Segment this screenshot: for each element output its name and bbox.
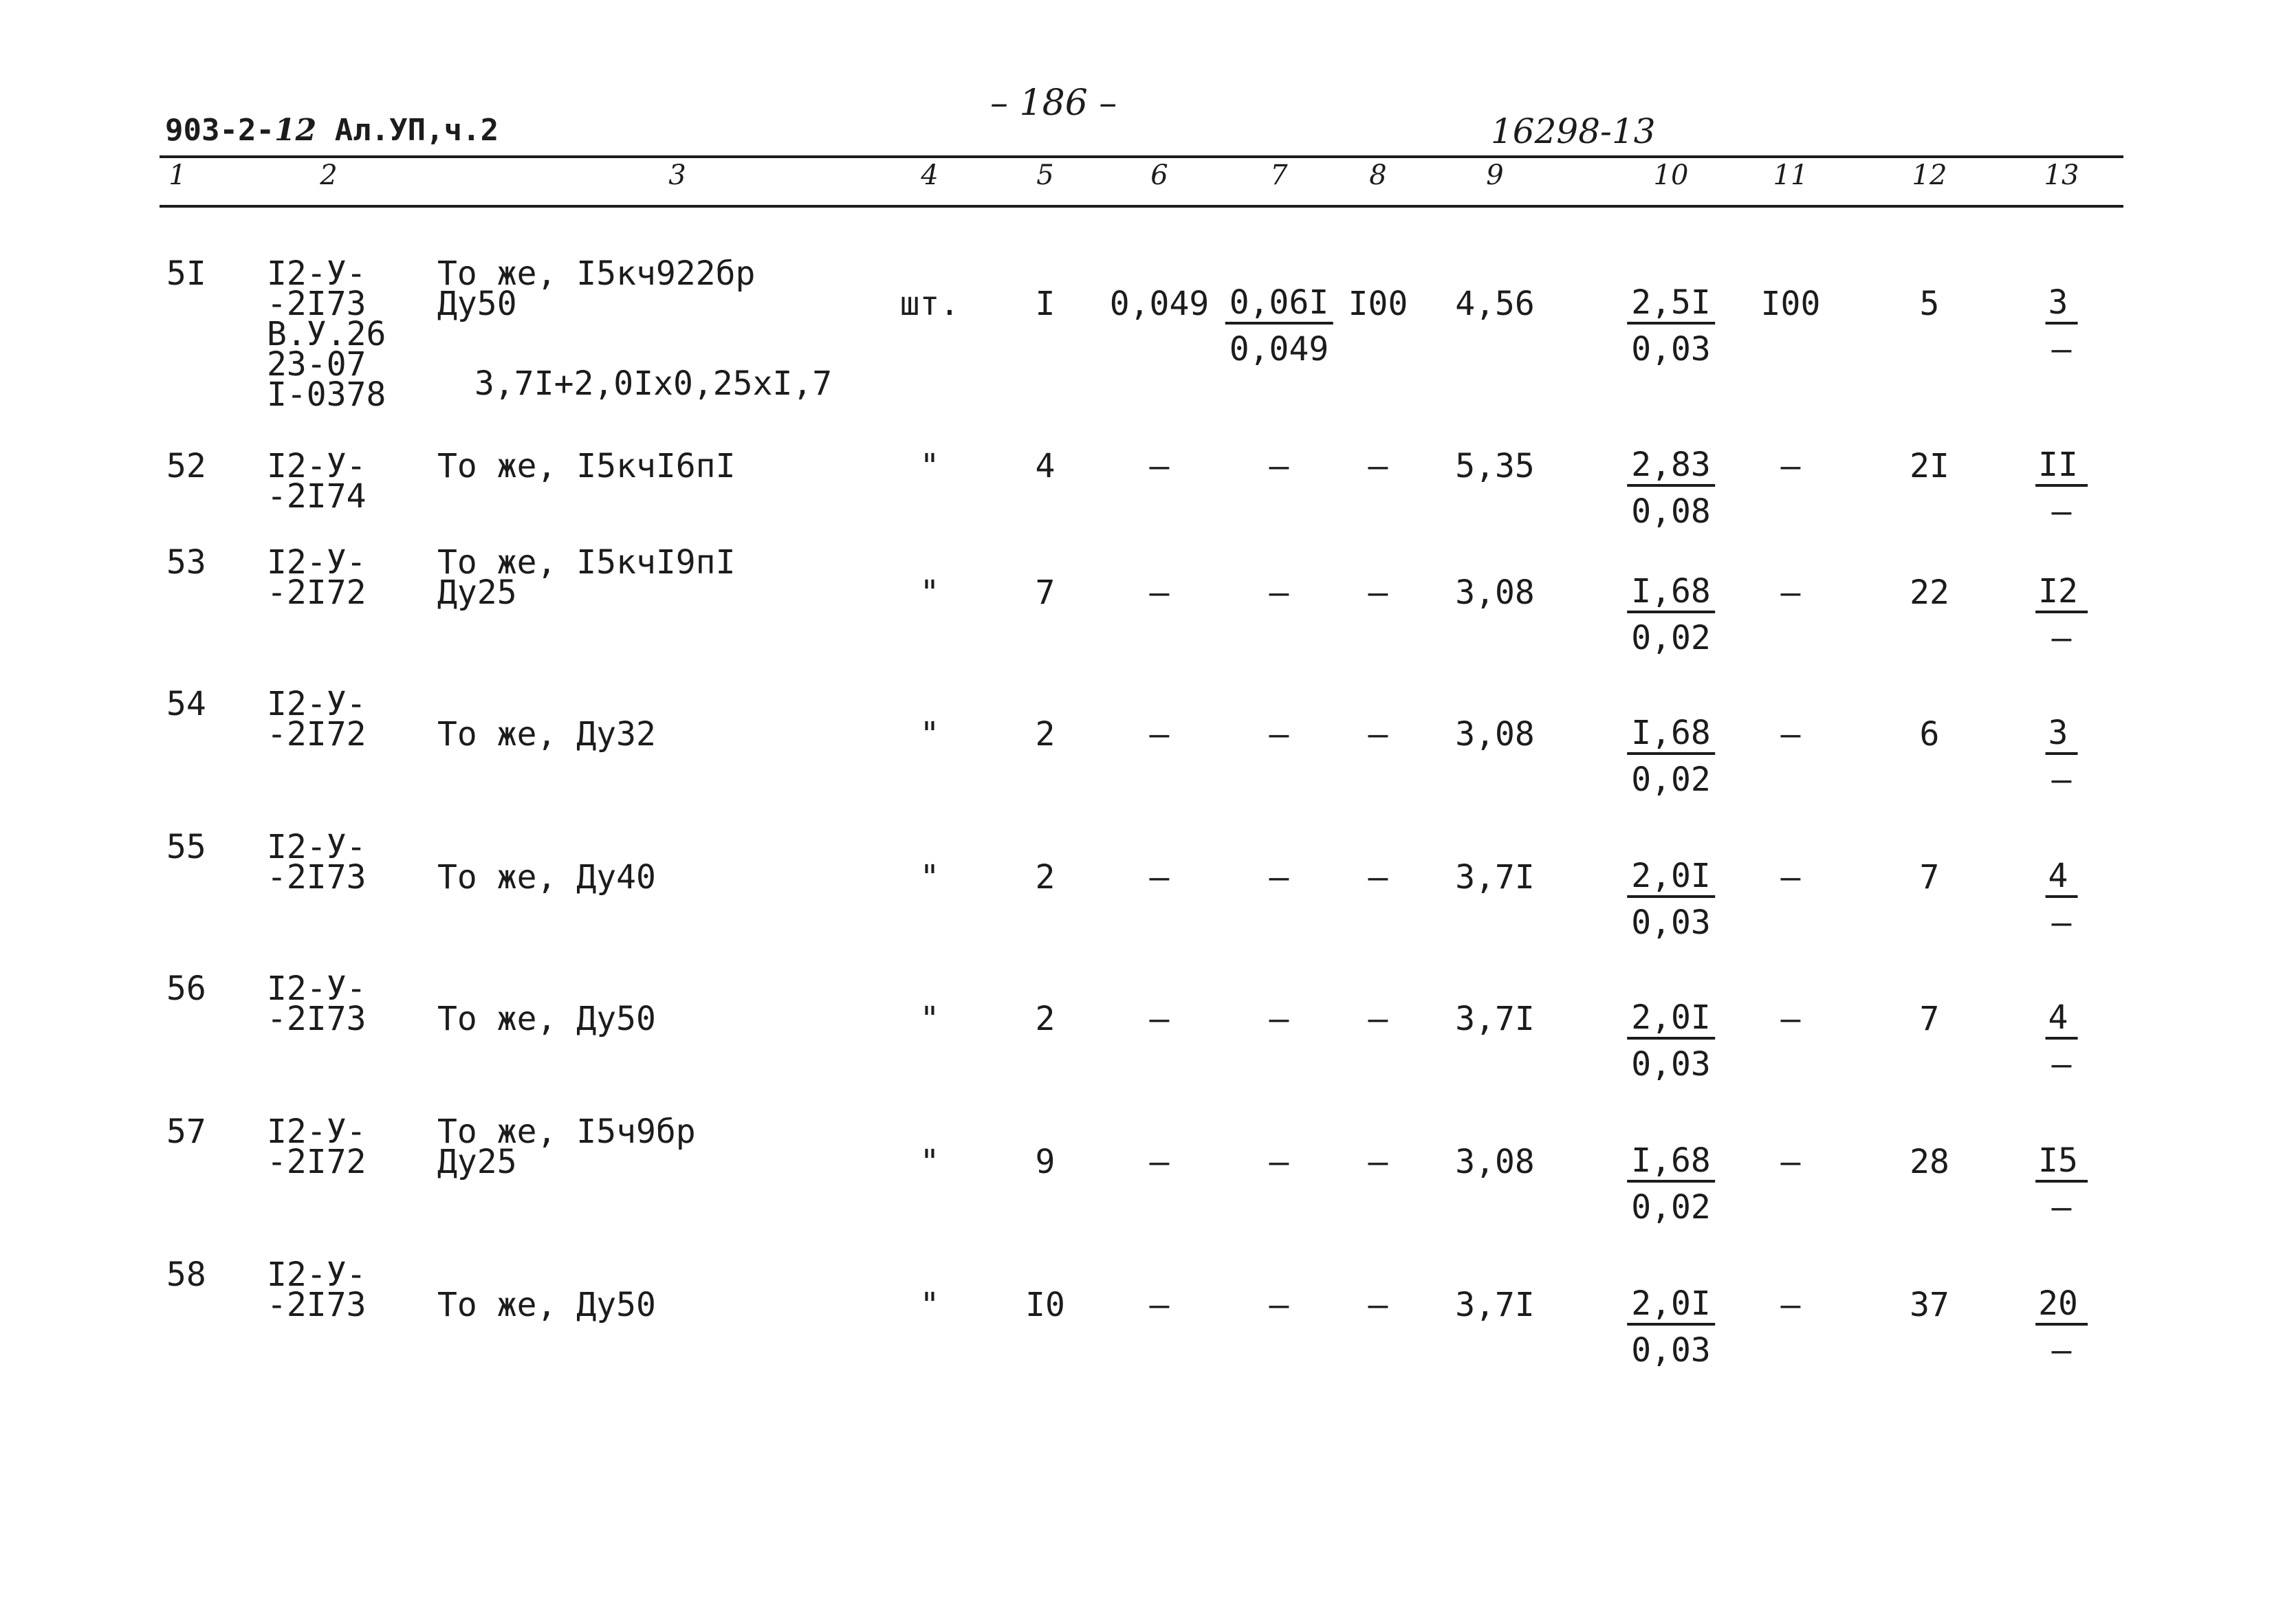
col9-cell: 4,56 bbox=[1455, 285, 1535, 323]
col13-fraction bbox=[2046, 857, 2078, 943]
col8-cell: – bbox=[1368, 715, 1388, 754]
column-header-6: 6 bbox=[1150, 160, 1168, 191]
col12-cell: 6 bbox=[1919, 715, 1940, 754]
item-code-line: -2I73 bbox=[267, 1000, 367, 1038]
col7-denominator: 0,049 bbox=[1229, 330, 1329, 369]
col9-cell: 3,08 bbox=[1455, 1143, 1535, 1181]
row-number: 52 bbox=[166, 447, 206, 485]
col10-fraction bbox=[1627, 446, 1715, 532]
column-header-13: 13 bbox=[2044, 160, 2079, 191]
item-code-line: I2-У- bbox=[267, 1112, 367, 1151]
col10-numerator: 2,0I bbox=[1627, 1284, 1715, 1326]
col13-fraction bbox=[2046, 998, 2078, 1085]
column-header-10: 10 bbox=[1653, 160, 1689, 191]
col9-cell: 3,7I bbox=[1455, 1000, 1535, 1038]
col10-denominator: 0,03 bbox=[1631, 903, 1711, 942]
col8-cell: – bbox=[1368, 1000, 1388, 1038]
col13-fraction bbox=[2035, 572, 2088, 659]
item-code-line: -2I72 bbox=[267, 573, 367, 612]
col13-denominator: – bbox=[2051, 619, 2072, 657]
item-code-line: I2-У- bbox=[267, 969, 367, 1008]
column-header-3: 3 bbox=[668, 160, 686, 191]
doc-code bbox=[165, 113, 499, 148]
unit-cell: " bbox=[919, 1143, 940, 1181]
col13-numerator: II bbox=[2035, 446, 2088, 487]
item-code-line: -2I73 bbox=[267, 285, 367, 323]
item-code-line: I2-У- bbox=[267, 543, 367, 582]
quantity-cell: 2 bbox=[1035, 1000, 1056, 1038]
col13-numerator: 3 bbox=[2046, 283, 2078, 325]
column-header-4: 4 bbox=[921, 160, 939, 191]
item-description-line: То же, I5кч922бр bbox=[437, 254, 756, 293]
item-description-line: Ду25 bbox=[437, 573, 517, 612]
col10-denominator: 0,03 bbox=[1631, 1045, 1711, 1084]
header-bottom-rule bbox=[160, 205, 2123, 208]
col9-cell: 3,7I bbox=[1455, 858, 1535, 897]
quantity-cell: 2 bbox=[1035, 715, 1056, 754]
item-description bbox=[437, 1286, 656, 1324]
col13-numerator: I2 bbox=[2035, 572, 2088, 613]
col7-numerator: 0,06I bbox=[1225, 283, 1333, 325]
quantity-cell: I0 bbox=[1025, 1286, 1065, 1324]
unit-cell: шт. bbox=[899, 285, 960, 323]
item-description-line: То же, Ду32 bbox=[437, 715, 656, 754]
col13-numerator: 3 bbox=[2046, 714, 2078, 755]
col10-fraction bbox=[1627, 857, 1715, 943]
col7-cell: – bbox=[1269, 447, 1289, 485]
col12-cell: 37 bbox=[1910, 1286, 1949, 1324]
col6-cell: – bbox=[1149, 858, 1170, 897]
quantity-cell: 2 bbox=[1035, 858, 1056, 897]
col6-cell: – bbox=[1149, 1286, 1170, 1324]
item-code bbox=[267, 1255, 367, 1324]
col13-denominator: – bbox=[2051, 330, 2072, 369]
item-code-line: I2-У- bbox=[267, 828, 367, 866]
col9-cell: 3,7I bbox=[1455, 1286, 1535, 1324]
column-header-5: 5 bbox=[1036, 160, 1054, 191]
column-header-8: 8 bbox=[1369, 160, 1387, 191]
item-description-line: То же, Ду50 bbox=[437, 1000, 656, 1038]
col7-cell: – bbox=[1269, 858, 1289, 897]
col11-cell: – bbox=[1780, 1286, 1801, 1324]
quantity-cell: 9 bbox=[1035, 1143, 1056, 1181]
col10-numerator: I,68 bbox=[1627, 572, 1715, 613]
col8-cell: – bbox=[1368, 573, 1388, 612]
column-header-12: 12 bbox=[1912, 160, 1947, 191]
col11-cell: – bbox=[1780, 858, 1801, 897]
col10-denominator: 0,03 bbox=[1631, 1331, 1711, 1370]
doc-code-prefix: 903-2- bbox=[165, 113, 274, 148]
col13-denominator: – bbox=[2051, 1331, 2072, 1370]
unit-cell: " bbox=[919, 858, 940, 897]
item-code-line: I2-У- bbox=[267, 447, 367, 485]
col10-fraction bbox=[1627, 572, 1715, 659]
col7-cell: – bbox=[1269, 573, 1289, 612]
item-description bbox=[437, 254, 756, 323]
item-description bbox=[437, 858, 656, 897]
col12-cell: 5 bbox=[1919, 285, 1940, 323]
sheet-code: 16298-13 bbox=[1491, 111, 1656, 151]
item-description-line: То же, I5кчI6пI bbox=[437, 447, 736, 485]
col12-cell: 22 bbox=[1910, 573, 1949, 612]
col13-fraction bbox=[2046, 714, 2078, 800]
col8-cell: – bbox=[1368, 1143, 1388, 1181]
item-code-line: -2I73 bbox=[267, 1286, 367, 1324]
col10-numerator: I,68 bbox=[1627, 1141, 1715, 1183]
col6-cell: – bbox=[1149, 573, 1170, 612]
col12-cell: 2I bbox=[1910, 447, 1949, 485]
row-number: 57 bbox=[166, 1112, 206, 1151]
column-header-7: 7 bbox=[1270, 160, 1288, 191]
item-code-line: I2-У- bbox=[267, 254, 367, 293]
col11-cell: – bbox=[1780, 715, 1801, 754]
item-description bbox=[437, 447, 736, 485]
col10-numerator: 2,5I bbox=[1627, 283, 1715, 325]
col13-denominator: – bbox=[2051, 903, 2072, 942]
col7-fraction bbox=[1225, 283, 1333, 370]
quantity-cell: I bbox=[1035, 285, 1056, 323]
col10-numerator: 2,0I bbox=[1627, 857, 1715, 898]
col8-cell: – bbox=[1368, 1286, 1388, 1324]
col10-fraction bbox=[1627, 1141, 1715, 1228]
col6-cell: 0,049 bbox=[1109, 285, 1210, 323]
col6-cell: – bbox=[1149, 1000, 1170, 1038]
col11-cell: I00 bbox=[1760, 285, 1821, 323]
col12-cell: 7 bbox=[1919, 858, 1940, 897]
col13-numerator: I5 bbox=[2035, 1141, 2088, 1183]
item-description-line: То же, I5ч9бр bbox=[437, 1112, 696, 1151]
row-number: 54 bbox=[166, 685, 206, 723]
col6-cell: – bbox=[1149, 1143, 1170, 1181]
item-description-line: То же, Ду50 bbox=[437, 1286, 656, 1324]
item-description bbox=[437, 1112, 696, 1181]
calc-note: 3,7I+2,0Ix0,25xI,7 bbox=[474, 364, 833, 403]
row-number: 58 bbox=[166, 1255, 206, 1294]
col9-cell: 5,35 bbox=[1455, 447, 1535, 485]
row-number: 5I bbox=[166, 254, 206, 293]
col10-fraction bbox=[1627, 283, 1715, 370]
col10-fraction bbox=[1627, 714, 1715, 800]
item-code bbox=[267, 447, 367, 516]
col8-cell: – bbox=[1368, 447, 1388, 485]
item-code-line: I2-У- bbox=[267, 685, 367, 723]
column-header-2: 2 bbox=[320, 160, 338, 191]
header-top-rule bbox=[160, 155, 2123, 158]
unit-cell: " bbox=[919, 573, 940, 612]
item-description-line: Ду50 bbox=[437, 285, 517, 323]
col7-cell: – bbox=[1269, 1143, 1289, 1181]
col12-cell: 28 bbox=[1910, 1143, 1949, 1181]
unit-cell: " bbox=[919, 715, 940, 754]
col13-denominator: – bbox=[2051, 1045, 2072, 1084]
page-number: – 186 – bbox=[990, 83, 1117, 124]
item-description-line: То же, Ду40 bbox=[437, 858, 656, 897]
col10-denominator: 0,02 bbox=[1631, 760, 1711, 799]
item-description bbox=[437, 715, 656, 754]
col13-fraction bbox=[2046, 283, 2078, 370]
col9-cell: 3,08 bbox=[1455, 715, 1535, 754]
col6-cell: – bbox=[1149, 447, 1170, 485]
col13-fraction bbox=[2035, 1141, 2088, 1228]
item-code bbox=[267, 254, 386, 414]
col11-cell: – bbox=[1780, 1000, 1801, 1038]
item-code bbox=[267, 685, 367, 754]
item-description-line: То же, I5кчI9пI bbox=[437, 543, 736, 582]
item-code-line: I-0378 bbox=[267, 375, 386, 414]
row-number: 56 bbox=[166, 969, 206, 1008]
col13-numerator: 4 bbox=[2046, 857, 2078, 898]
item-description bbox=[437, 1000, 656, 1038]
row-number: 53 bbox=[166, 543, 206, 582]
col10-denominator: 0,02 bbox=[1631, 619, 1711, 657]
col7-cell: – bbox=[1269, 1000, 1289, 1038]
column-header-1: 1 bbox=[168, 160, 186, 191]
col13-denominator: – bbox=[2051, 492, 2072, 531]
col7-cell: – bbox=[1269, 1286, 1289, 1324]
doc-code-suffix: Ал.УП,ч.2 bbox=[334, 113, 499, 148]
item-code-line: -2I74 bbox=[267, 477, 367, 516]
col11-cell: – bbox=[1780, 1143, 1801, 1181]
col10-denominator: 0,02 bbox=[1631, 1188, 1711, 1227]
item-description bbox=[437, 543, 736, 612]
col10-numerator: 2,83 bbox=[1627, 446, 1715, 487]
col13-numerator: 20 bbox=[2035, 1284, 2088, 1326]
item-code bbox=[267, 1112, 367, 1181]
item-description-line: Ду25 bbox=[437, 1143, 517, 1181]
col10-numerator: 2,0I bbox=[1627, 998, 1715, 1040]
column-header-11: 11 bbox=[1773, 160, 1808, 191]
quantity-cell: 4 bbox=[1035, 447, 1056, 485]
col8-cell: – bbox=[1368, 858, 1388, 897]
col11-cell: – bbox=[1780, 573, 1801, 612]
col10-fraction bbox=[1627, 998, 1715, 1085]
item-code-line: I2-У- bbox=[267, 1255, 367, 1294]
col8-cell: I00 bbox=[1348, 285, 1408, 323]
col10-denominator: 0,08 bbox=[1631, 492, 1711, 531]
col12-cell: 7 bbox=[1919, 1000, 1940, 1038]
col13-denominator: – bbox=[2051, 760, 2072, 799]
col11-cell: – bbox=[1780, 447, 1801, 485]
doc-code-handwritten: 12 bbox=[274, 113, 317, 148]
col10-numerator: I,68 bbox=[1627, 714, 1715, 755]
item-code bbox=[267, 828, 367, 897]
item-code bbox=[267, 969, 367, 1038]
col13-numerator: 4 bbox=[2046, 998, 2078, 1040]
col6-cell: – bbox=[1149, 715, 1170, 754]
row-number: 55 bbox=[166, 828, 206, 866]
item-code bbox=[267, 543, 367, 612]
unit-cell: " bbox=[919, 1286, 940, 1324]
col9-cell: 3,08 bbox=[1455, 573, 1535, 612]
unit-cell: " bbox=[919, 1000, 940, 1038]
unit-cell: " bbox=[919, 447, 940, 485]
col13-fraction bbox=[2035, 446, 2088, 532]
col13-denominator: – bbox=[2051, 1188, 2072, 1227]
item-code-line: -2I73 bbox=[267, 858, 367, 897]
col10-denominator: 0,03 bbox=[1631, 330, 1711, 369]
quantity-cell: 7 bbox=[1035, 573, 1056, 612]
item-code-line: В.У.26 bbox=[267, 315, 386, 353]
col13-fraction bbox=[2035, 1284, 2088, 1371]
item-code-line: 23-07 bbox=[267, 345, 367, 384]
col7-cell: – bbox=[1269, 715, 1289, 754]
col10-fraction bbox=[1627, 1284, 1715, 1371]
item-code-line: -2I72 bbox=[267, 715, 367, 754]
item-code-line: -2I72 bbox=[267, 1143, 367, 1181]
column-header-9: 9 bbox=[1486, 160, 1504, 191]
